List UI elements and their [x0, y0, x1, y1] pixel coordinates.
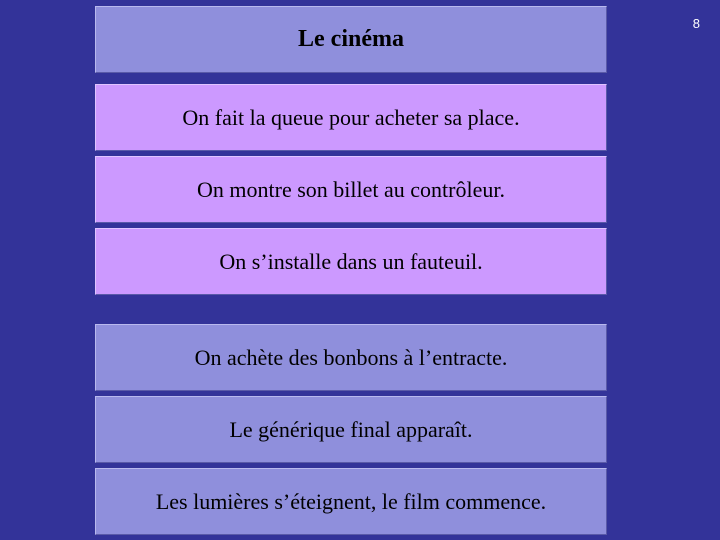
sentence-card-4[interactable]: On achète des bonbons à l’entracte.	[95, 324, 607, 391]
sentence-card-2[interactable]: On montre son billet au contrôleur.	[95, 156, 607, 223]
sentence-card-1[interactable]: On fait la queue pour acheter sa place.	[95, 84, 607, 151]
sentence-card-3[interactable]: On s’installe dans un fauteuil.	[95, 228, 607, 295]
slide-title: Le cinéma	[95, 6, 607, 73]
page-number: 8	[692, 16, 700, 31]
sentence-card-6[interactable]: Les lumières s’éteignent, le film commence.	[95, 468, 607, 535]
sentence-card-5[interactable]: Le générique final apparaît.	[95, 396, 607, 463]
